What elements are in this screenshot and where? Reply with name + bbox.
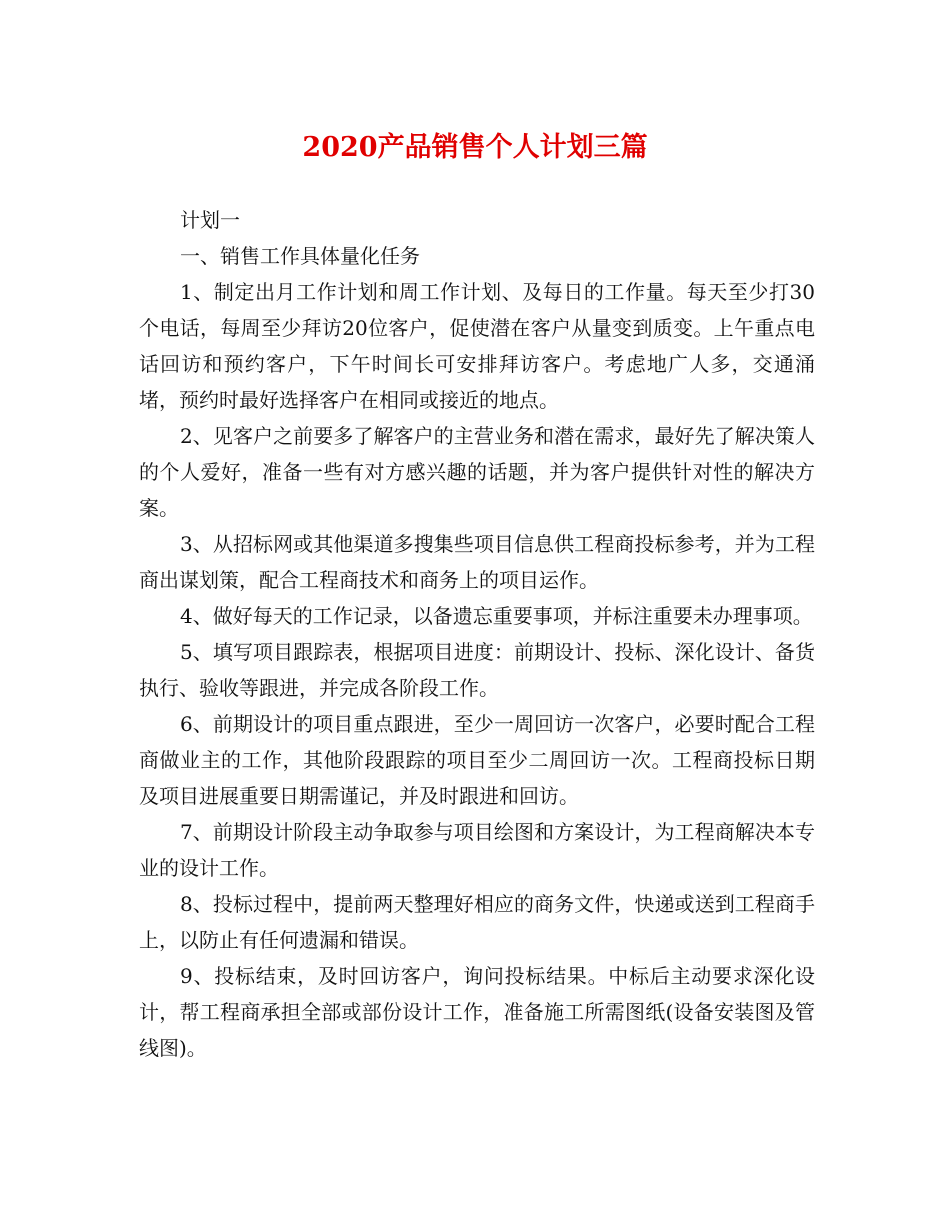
paragraph-item-2: 2、见客户之前要多了解客户的主营业务和潜在需求，最好先了解决策人的个人爱好，准备一些有对方感兴趣的话题，并为客户提供针对性的解决方案。	[139, 424, 815, 520]
paragraph-item-1: 1、制定出月工作计划和周工作计划、及每日的工作量。每天至少打30个电话，每周至少拜访20位客户，促使潜在客户从量变到质变。上午重点电话回访和预约客户，下午时间长可安排拜访客户。考虑地广人多，交通涌堵，预约时最好选择客户在相同或接近的地点。	[139, 280, 815, 412]
paragraph-item-9: 9、投标结束，及时回访客户，询问投标结果。中标后主动要求深化设计，帮工程商承担全部或部份设计工作，准备施工所需图纸(设备安装图及管线图)。	[139, 964, 815, 1060]
document-title: 2020产品销售个人计划三篇	[302, 132, 648, 163]
paragraph-item-8: 8、投标过程中，提前两天整理好相应的商务文件，快递或送到工程商手上，以防止有任何遗漏和错误。	[139, 892, 815, 952]
section-heading-plan-one: 计划一	[180, 208, 240, 232]
paragraph-item-7: 7、前期设计阶段主动争取参与项目绘图和方案设计，为工程商解决本专业的设计工作。	[139, 820, 815, 880]
document-body	[139, 202, 815, 1066]
paragraph-item-4: 4、做好每天的工作记录，以备遗忘重要事项，并标注重要未办理事项。	[180, 604, 813, 628]
paragraph-item-5: 5、填写项目跟踪表，根据项目进度：前期设计、投标、深化设计、备货执行、验收等跟进，并完成各阶段工作。	[139, 640, 815, 700]
paragraph-item-3: 3、从招标网或其他渠道多搜集些项目信息供工程商投标参考，并为工程商出谋划策，配合工程商技术和商务上的项目运作。	[139, 532, 815, 592]
paragraph-item-6: 6、前期设计的项目重点跟进，至少一周回访一次客户，必要时配合工程商做业主的工作，其他阶段跟踪的项目至少二周回访一次。工程商投标日期及项目进展重要日期需谨记，并及时跟进和回访。	[139, 712, 815, 808]
subsection-heading: 一、销售工作具体量化任务	[180, 244, 420, 268]
